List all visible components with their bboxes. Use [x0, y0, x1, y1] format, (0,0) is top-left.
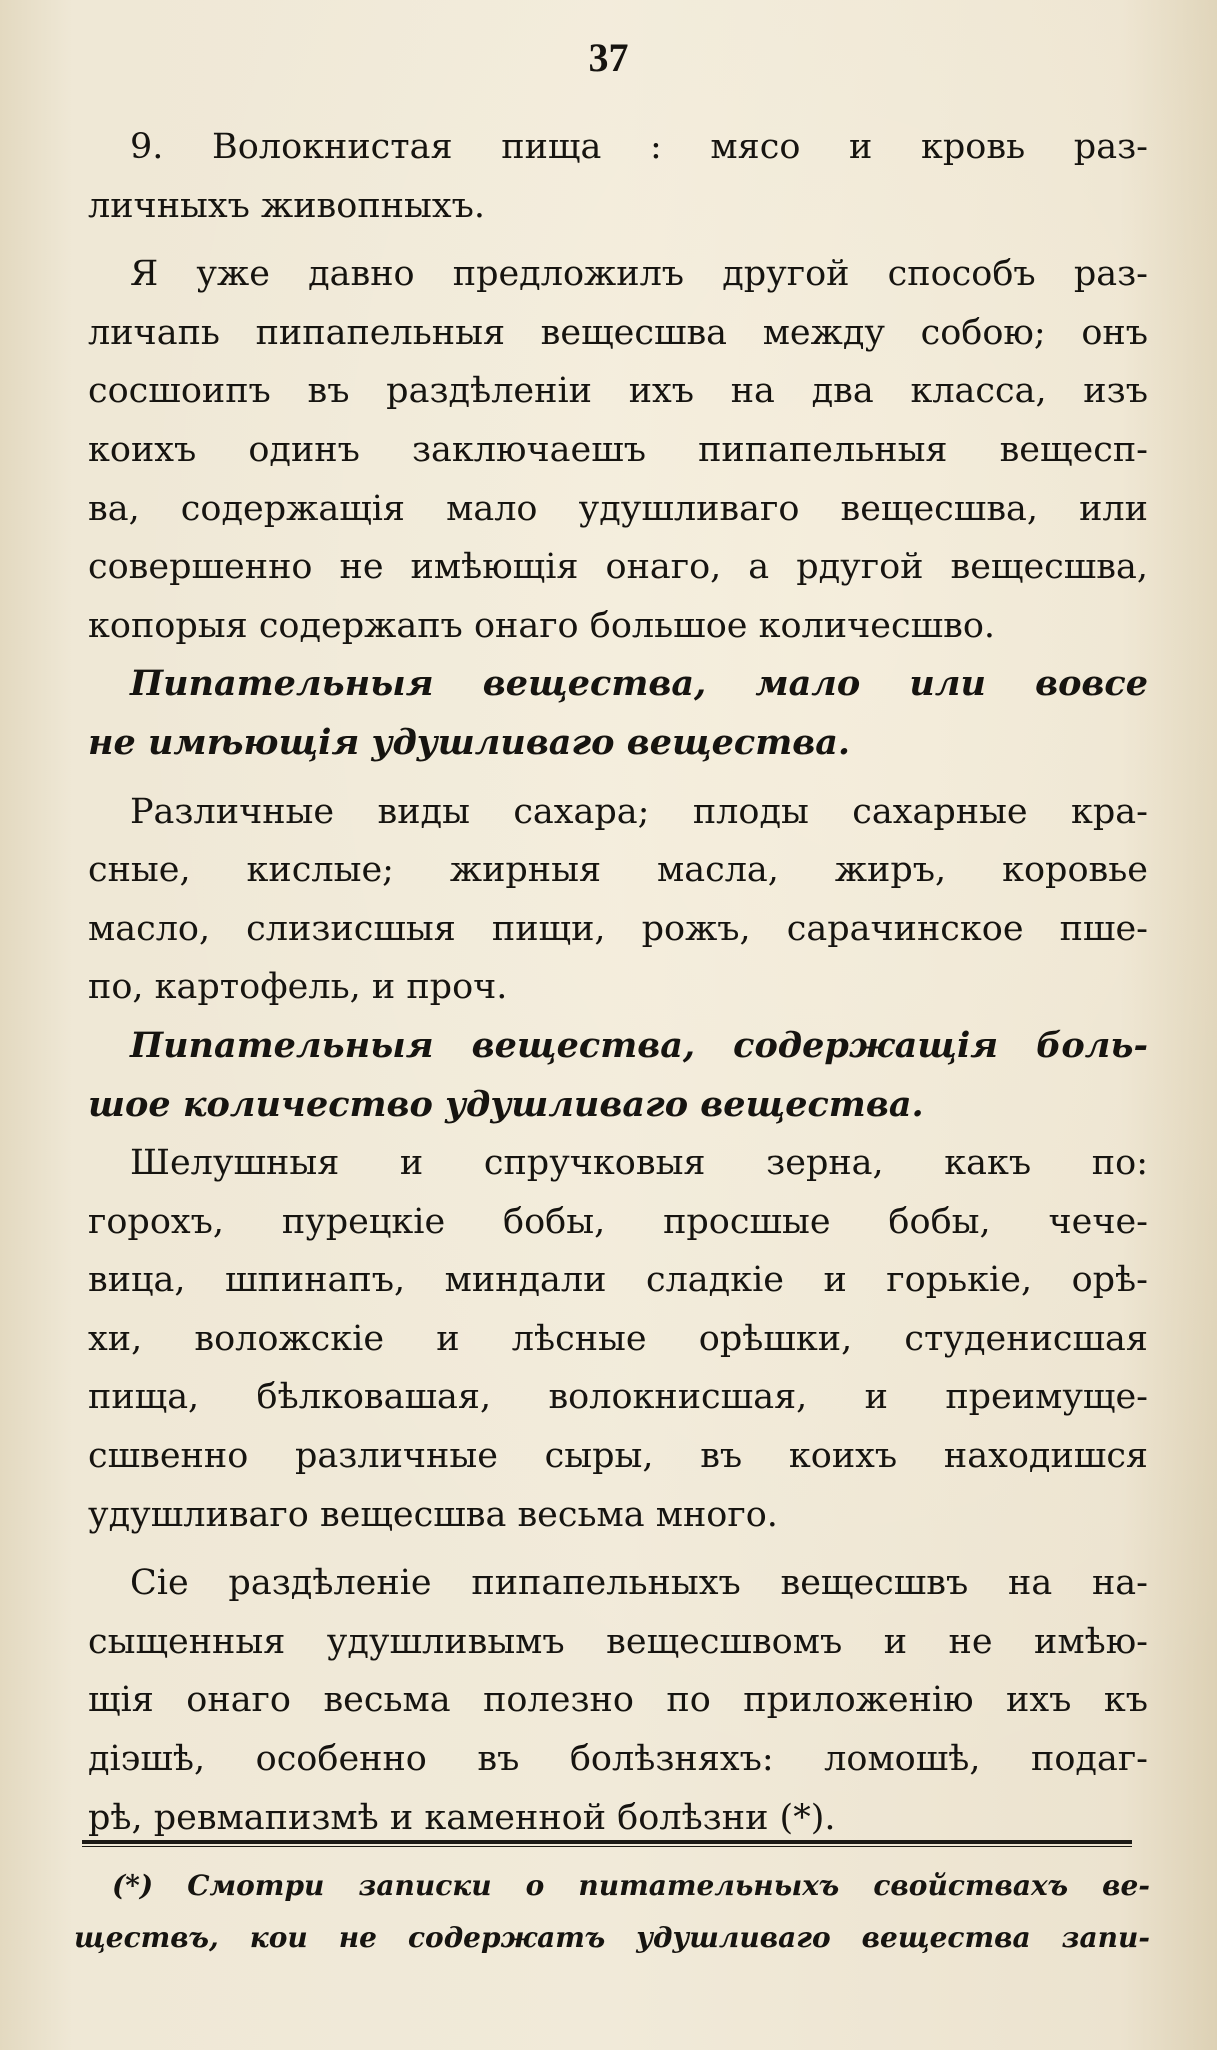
text-line: сные, кислые; жирныя масла, жиръ, коровье [88, 850, 1148, 891]
text-line: личапь пипапельныя вещесшва между собою; онъ [88, 312, 1148, 353]
text-line: сыщенныя удушливымъ вещесшвомъ и не имѣю- [88, 1621, 1148, 1662]
text-line: сосшоипъ въ раздѣленіи ихъ на два класса, изъ [88, 371, 1148, 412]
text-line: совершенно не имѣющія онаго, а рдугой вещесшва, [88, 547, 1148, 588]
heading-line: шое количество удушливаго вещества. [88, 1083, 924, 1125]
footnote [74, 1860, 1150, 1964]
text-line: горохъ, пурецкіе бобы, просшые бобы, чече- [88, 1201, 1148, 1242]
text-line: 9. Волокнистая пища : мясо и кровь раз- [130, 127, 1148, 167]
text-line: Различные виды сахара; плоды сахарные кра- [130, 791, 1148, 832]
text-line: масло, слизисшыя пищи, рожъ, сарачинское пше- [88, 908, 1148, 949]
text-line: по, картофель, и проч. [88, 967, 508, 1008]
section-heading-high-nitrogen [88, 1017, 1148, 1134]
text-line: ва, содержащія мало удушливаго вещесшва, или [88, 488, 1148, 529]
footnote-divider [82, 1840, 1132, 1844]
heading-line: не имѣющія удушливаго вещества. [88, 721, 851, 763]
text-line: Я уже давно предложилъ другой способъ раз- [130, 254, 1148, 295]
text-line: рѣ, ревмапизмѣ и каменной болѣзни (*). [88, 1797, 836, 1838]
text-line: Шелушныя и спручковыя зерна, какъ по: [130, 1143, 1148, 1184]
paragraph-classification [88, 245, 1148, 655]
paragraph-item-9 [88, 118, 1148, 235]
text-line: щія онаго весьма полезно по приложенію ихъ къ [88, 1680, 1148, 1721]
text-line: хи, воложскіе и лѣсные орѣшки, студенисшая [88, 1318, 1148, 1359]
paragraph-conclusion [88, 1554, 1148, 1847]
heading-line: Пипательныя вещества, содержащія боль- [130, 1024, 1148, 1066]
paragraph-high-nitrogen-list [88, 1134, 1148, 1544]
text-line: коихъ одинъ заключаешъ пипапельныя вещесп- [88, 429, 1148, 470]
text-line: удушливаго вещесшва весьма много. [88, 1494, 778, 1535]
section-heading-low-nitrogen [88, 655, 1148, 772]
text-line: діэшѣ, особенно въ болѣзняхъ: ломошѣ, подаг- [88, 1739, 1148, 1780]
paragraph-low-nitrogen-list [88, 783, 1148, 1017]
heading-line: Пипательныя вещества, мало или вовсе [130, 663, 1148, 705]
footnote-line: (*) Смотри записки о питательныхъ свойствахъ ве- [112, 1869, 1150, 1902]
text-line: вица, шпинапъ, миндали сладкіе и горькіе, орѣ- [88, 1260, 1148, 1301]
page-number: 37 [588, 35, 629, 80]
text-line: личныхъ живопныхъ. [88, 185, 485, 226]
body-text [88, 118, 1148, 1847]
footnote-line: ществъ, кои не содержатъ удушливаго вещества запи- [74, 1921, 1150, 1954]
text-line: сшвенно различные сыры, въ коихъ находишся [88, 1436, 1148, 1477]
text-line: Сіе раздѣленіе пипапельныхъ вещесшвъ на на- [130, 1563, 1148, 1604]
text-line: пища, бѣлковашая, волокнисшая, и преимуще- [88, 1377, 1148, 1418]
text-line: копорыя содержапъ онаго большое количесшво. [88, 605, 996, 646]
